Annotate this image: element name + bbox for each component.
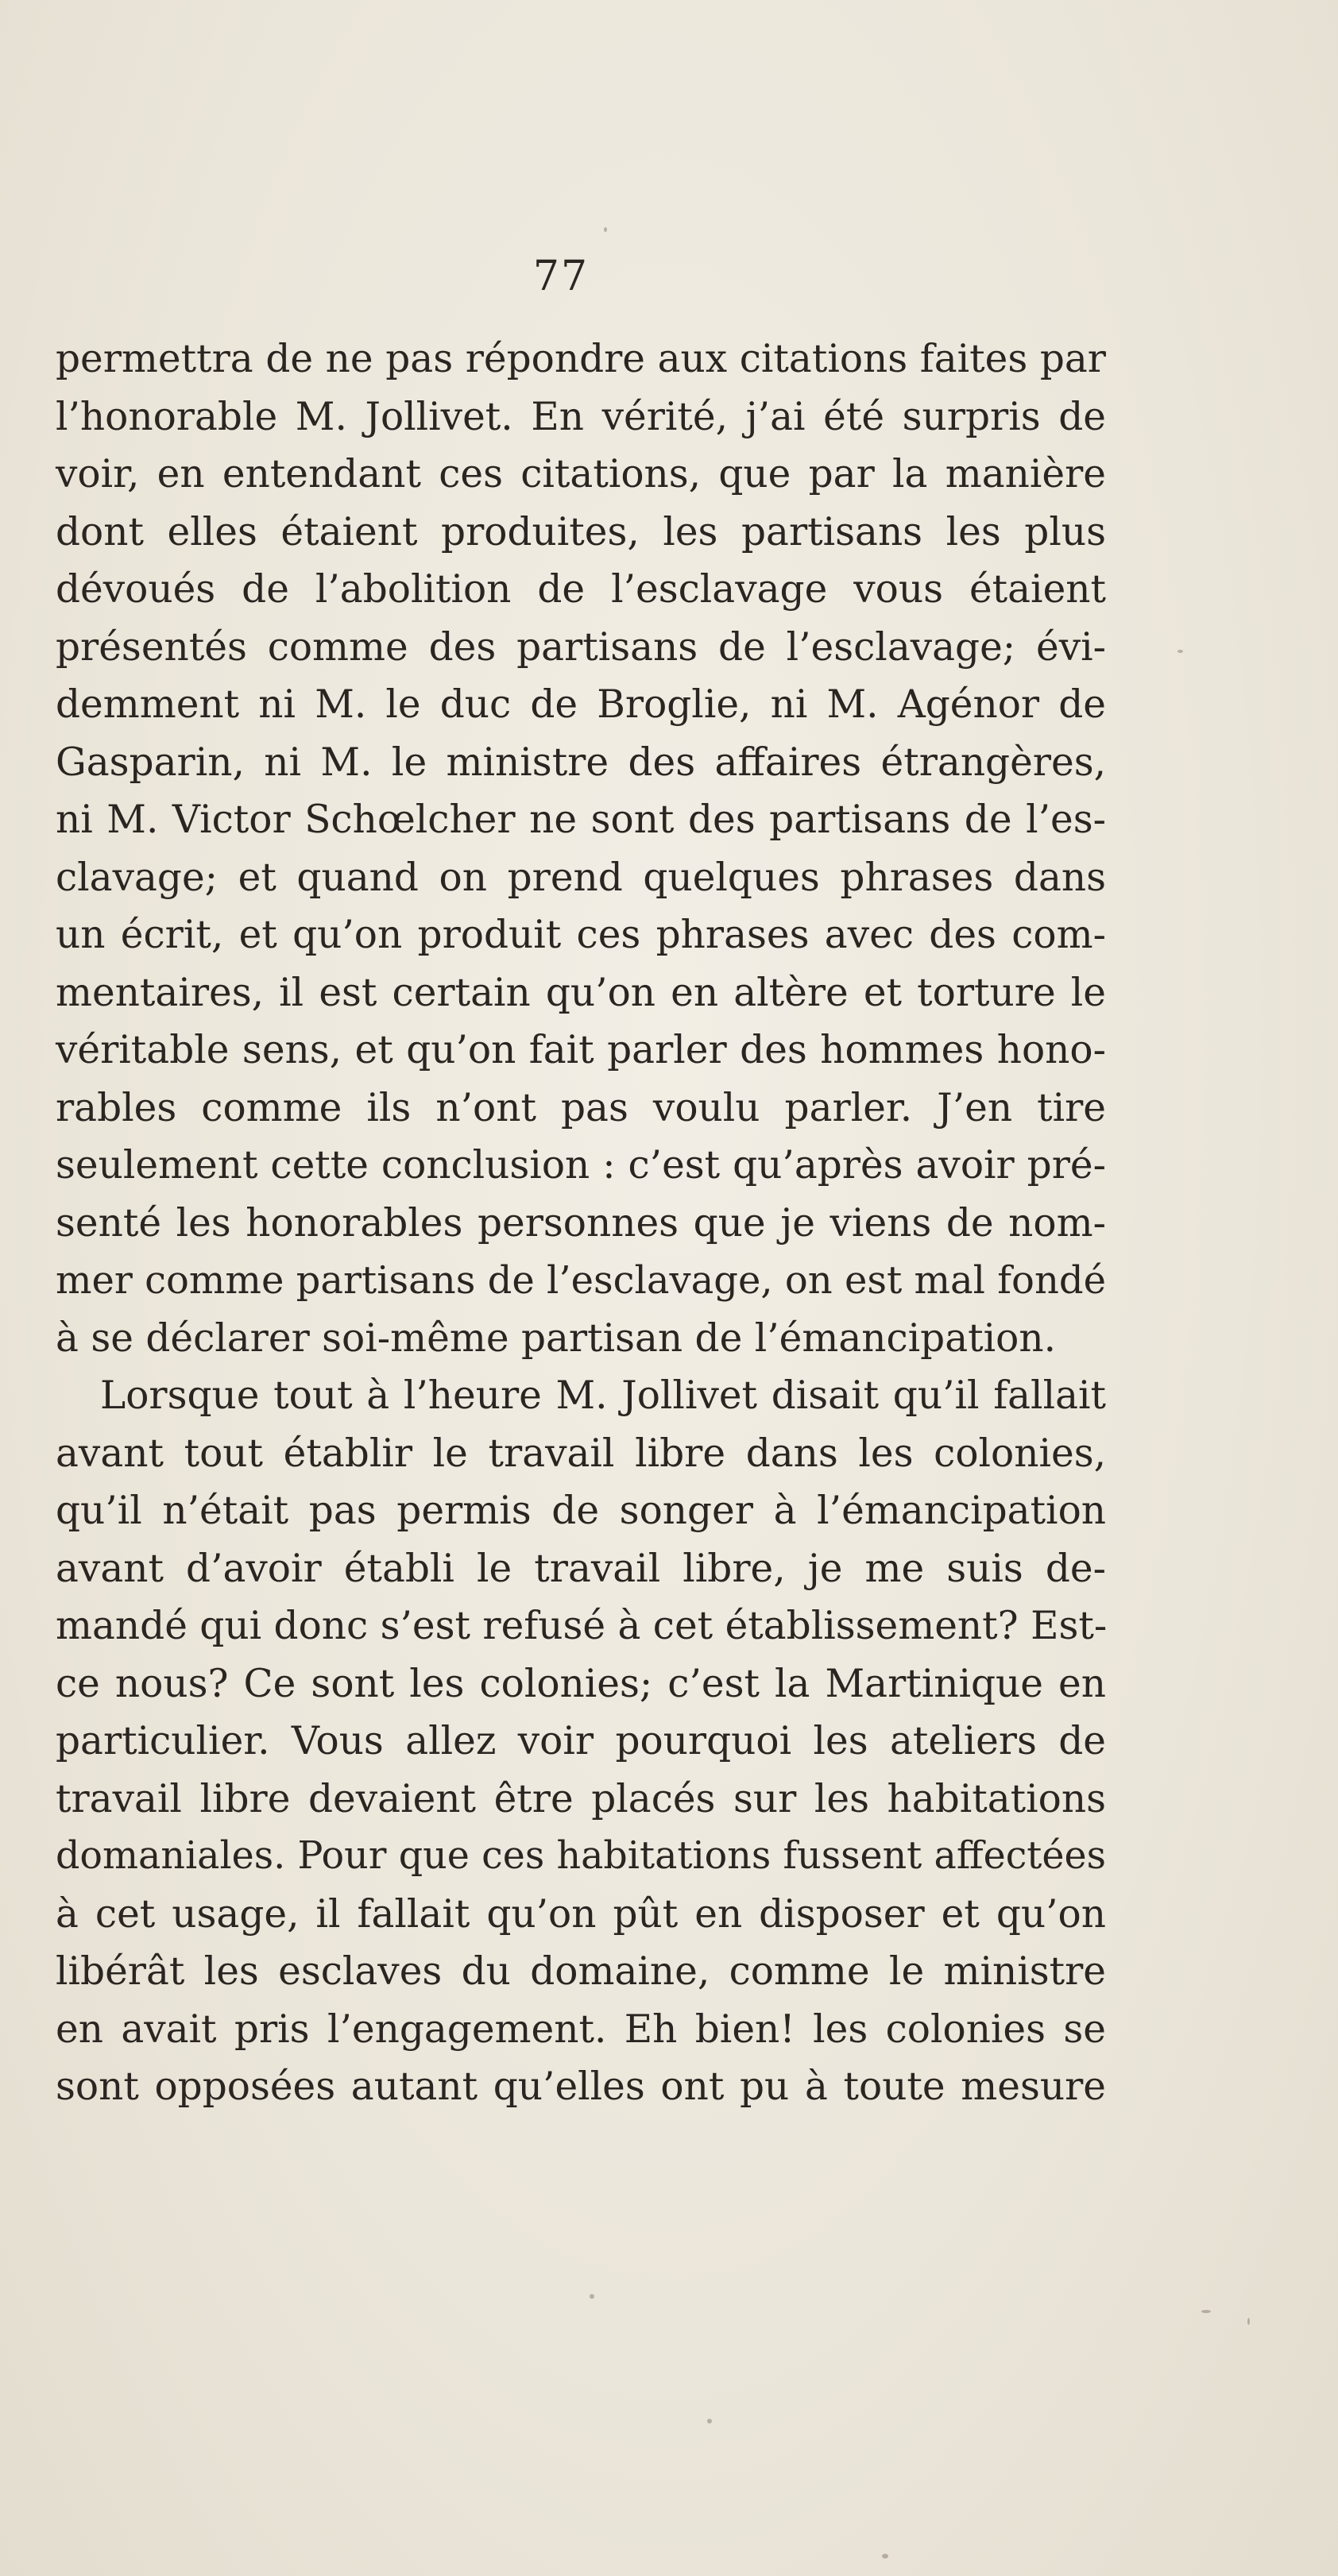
text-line: dont elles étaient produites, les partisans les plus (56, 509, 1106, 554)
text-line: avant tout établir le travail libre dans les colonies, (56, 1431, 1106, 1476)
page-number: 77 (532, 253, 590, 300)
text-line: sont opposées autant qu’elles ont pu à toute mesure (56, 2064, 1106, 2109)
text-line: Lorsque tout à l’heure M. Jollivet disait qu’il fallait (100, 1373, 1106, 1418)
paper-speck (882, 2554, 888, 2559)
paper-speck (1247, 2318, 1250, 2325)
text-line: senté les honorables personnes que je viens de nom- (56, 1200, 1106, 1246)
text-line: ce nous? Ce sont les colonies; c’est la Martinique en (56, 1661, 1106, 1706)
paper-speck (1178, 650, 1183, 653)
text-line: seulement cette conclusion : c’est qu’après avoir pré- (56, 1143, 1106, 1188)
text-line: rables comme ils n’ont pas voulu parler. J’en tire (56, 1085, 1106, 1130)
text-line: domaniales. Pour que ces habitations fussent affectées (56, 1834, 1106, 1878)
text-line: clavage; et quand on prend quelques phrases dans (56, 855, 1106, 900)
text-line: avant d’avoir établi le travail libre, je me suis de- (56, 1546, 1106, 1591)
paper-speck (1201, 2310, 1211, 2313)
body-text (56, 330, 1106, 2116)
text-line: en avait pris l’engagement. Eh bien! les colonies se (56, 2006, 1106, 2052)
text-line: mandé qui donc s’est refusé à cet établissement? Est- (56, 1604, 1108, 1648)
text-line: dévoués de l’abolition de l’esclavage vous étaient (56, 567, 1106, 612)
text-line: mer comme partisans de l’esclavage, on est mal fondé (56, 1258, 1106, 1303)
text-line: demment ni M. le duc de Broglie, ni M. Agénor de (56, 682, 1106, 727)
text-line: qu’il n’était pas permis de songer à l’émancipation (56, 1489, 1106, 1533)
text-line: à cet usage, il fallait qu’on pût en disposer et qu’on (56, 1891, 1106, 1937)
text-line: voir, en entendant ces citations, que par la manière (56, 452, 1106, 496)
text-line: véritable sens, et qu’on fait parler des hommes hono- (56, 1028, 1106, 1072)
text-line: Gasparin, ni M. le ministre des affaires étrangères, (56, 740, 1106, 785)
paper-speck (590, 2294, 594, 2299)
text-line: permettra de ne pas répondre aux citations faites par (56, 337, 1106, 381)
text-line: présentés comme des partisans de l’esclavage; évi- (56, 624, 1106, 670)
text-line: particulier. Vous allez voir pourquoi les ateliers de (56, 1719, 1106, 1763)
text-line: ni M. Victor Schœlcher ne sont des partisans de l’es- (56, 798, 1106, 842)
text-line: mentaires, il est certain qu’on en altère et torture le (56, 970, 1106, 1015)
text-line: à se déclarer soi-même partisan de l’émancipation. (56, 1315, 1056, 1361)
text-line: travail libre devaient être placés sur les habitations (56, 1776, 1106, 1821)
paper-speck (707, 2419, 712, 2423)
text-line: libérât les esclaves du domaine, comme le ministre (56, 1949, 1106, 1994)
paper-speck (604, 227, 607, 232)
text-line: l’honorable M. Jollivet. En vérité, j’ai été surpris de (56, 394, 1106, 439)
text-line: un écrit, et qu’on produit ces phrases avec des com- (56, 913, 1106, 957)
